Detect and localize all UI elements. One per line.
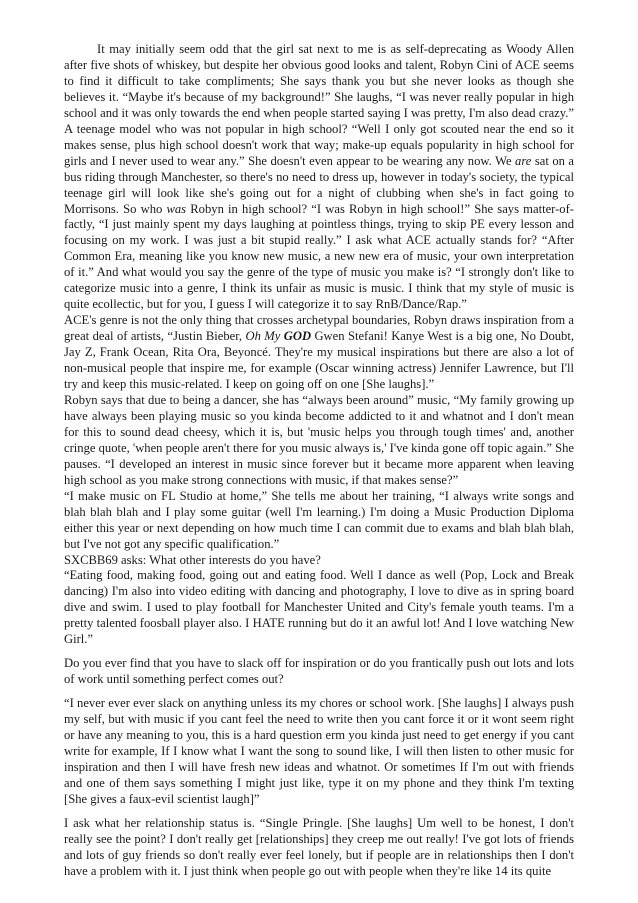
emphasis-was: was [166,201,187,216]
paragraph-inspirations: ACE's genre is not the only thing that crosses archetypal boundaries, Robyn draws inspiration from a great deal of artists, “Justin Bieber, Oh My GOD Gwen Stefani! Kanye West is a big one, No Doubt, Jay Z, Frank Ocean, Rita Ora, Beyoncé. They're my musical inspirations but there are also a lot of non-musical people that inspire me, for example (Oscar winning actress) Jennifer Lawrence, but I'll try and keep this music-related. I keep on going off on one [She laughs].” [64,313,574,392]
paragraph-question-interests: SXCBB69 asks: What other interests do you have? [64,552,321,567]
paragraph-interests-answer: “Eating food, making food, going out and eating food. Well I dance as well (Pop, Lock and Break dancing) I'm also into video editing with dancing and photography, I love to dive as in spring board dive and swim. I used to play football for Manchester United and City's female youth teams. I'm a pretty talented foosball player also. I HATE running but do it an awful lot! And I love watching New Girl.” [64,568,574,647]
emphasis-are: are [515,153,532,168]
emphasis-god: GOD [283,329,312,344]
paragraph-dancer: Robyn says that due to being a dancer, she has “always been around” music, “My family growing up have always been playing music so you kinda become addicted to it and whatnot and I don't mean for this to sound dead cheesy, which it is, but 'music helps you through tough times' and, another cringe quote, 'when people aren't there for you music always is,' I've kinda gone off topic again.” She pauses. “I developed an interest in music since forever but it became more apparent when leaving high school as you make strong connections with music, if that makes sense?” [64,392,574,487]
paragraph-intro: It may initially seem odd that the girl sat next to me is as self-deprecating as Woody Allen after five shots of whiskey, but despite her obvious good looks and talent, Robyn Cini of ACE seems to find it difficult to take compliments; She says thank you but she never looks as though she believes it. “Maybe it's because of my background!” She laughs, “I was never really popular in high school and it was only towards the end when people started saying I was pretty, I'm also dead crazy.” A teenage model who was not popular in high school? “Well I only got scouted near the end so it makes sense, plus high school doesn't work that way; make-up equals popularity in high school for girls and I never used to wear any.” She doesn't even appear to be wearing any now. We are sat on a bus riding through Manchester, so there's no need to dress up, however in today's society, the typical teenage girl will look like she's going out for a night of clubbing when she's in fact going to Morrisons. So who was Robyn in high school? “I was Robyn in high school!” She says matter-of-factly, “I just mainly spent my days laughing at pointless things, trying to skip PE every lesson and focusing on my work. I was just a bit stupid really.” I ask what ACE actually stands for? “After Common Era, meaning like you know new music, a new new era of music, your own interpretation of it.” And what would you say the genre of the type of music you make is? “I strongly don't like to categorize music into a genre, I think its unfair as music is music. I think that my style of music is quite ecollectic, but for you, I guess I will categorize it to say RnB/Dance/Rap.” [64,42,574,312]
paragraph-question-inspiration: Do you ever find that you have to slack off for inspiration or do you frantically push out lots and lots of work until something perfect comes out? [64,656,574,687]
paragraph-relationship: I ask what her relationship status is. “Single Pringle. [She laughs] Um well to be honest, I don't really see the point? I don't really get [relationships] they creep me out really! I've got lots of friends and lots of guy friends so don't really ever feel lonely, but if people are in relationships then I don't have a problem with it. I just think when people go out with people when they're like 14 its quite [64,815,574,878]
paragraph-inspiration-answer: “I never ever ever slack on anything unless its my chores or school work. [She laughs] I always push my self, but with music if you cant feel the need to write then you cant force it or it wont seem right or have any meaning to you, this is a hard question erm you kinda just need to get energy if you cant write for example, If I know what I want the song to sound like, I will then listen to other music for inspiration and then I will have fresh new ideas and whatnot. Or sometimes If I'm out with friends and one of them says something I might just like, type it on my phone and they think I'm texting [She gives a faux-evil scientist laugh]” [64,696,574,806]
paragraph-training: “I make music on FL Studio at home,” She tells me about her training, “I always write songs and blah blah blah and I play some guitar (well I'm learning.) I'm doing a Music Production Diploma either this year or next depending on how much time I can commit due to exams and blah blah blah, but I've not got any specific qualification.” [64,488,574,551]
emphasis-oh-my: Oh My [245,329,284,344]
